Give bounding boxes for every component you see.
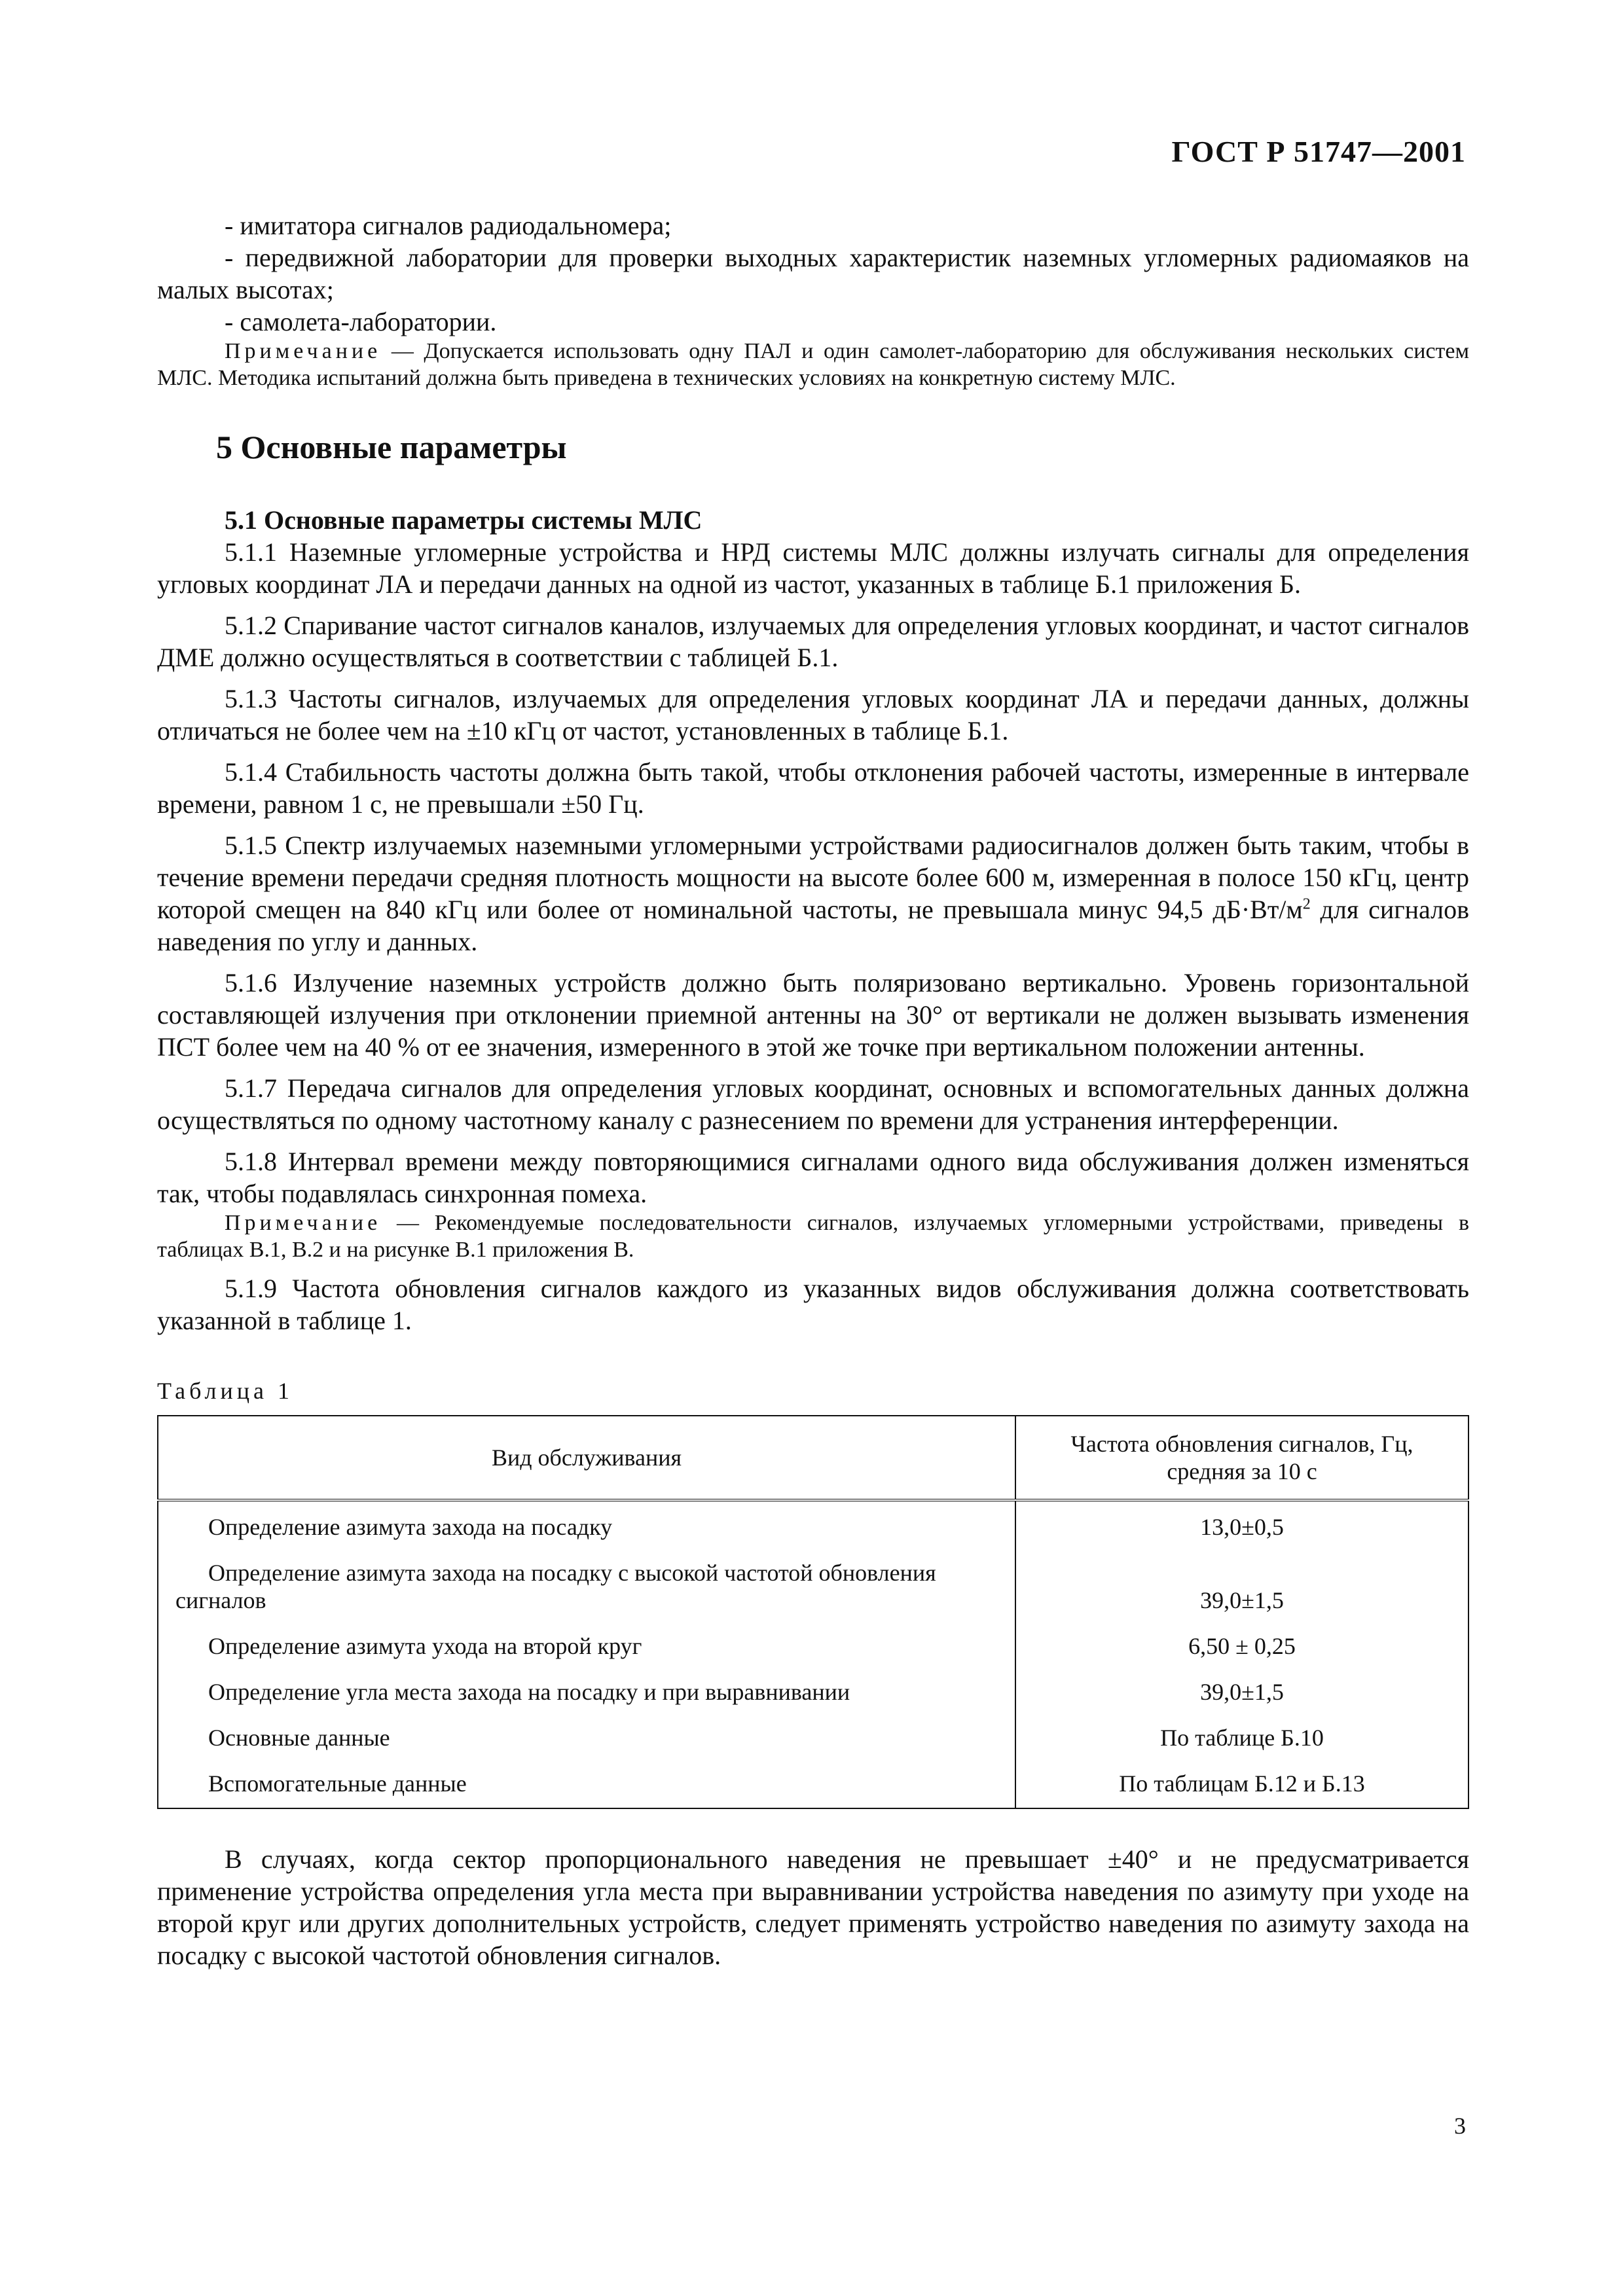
note-label: Примечание bbox=[225, 1211, 382, 1235]
frequency-cell: По таблице Б.10 bbox=[1015, 1715, 1468, 1761]
frequency-cell: 39,0±1,5 bbox=[1015, 1550, 1468, 1623]
intro-item: - самолета-лаборатории. bbox=[225, 307, 497, 336]
service-cell: Определение азимута захода на посадку с высокой частотой обновления сигналов bbox=[158, 1550, 1015, 1623]
frequency-cell: По таблицам Б.12 и Б.13 bbox=[1015, 1761, 1468, 1808]
paragraph-5-1-2: 5.1.2 Спаривание частот сигналов каналов, излучаемых для определения угловых координат, и частот сигналов ДМЕ должно осуществляться в соответствии с таблицей Б.1. bbox=[157, 611, 1469, 672]
note-text: — Рекомендуемые последовательности сигналов, излучаемых угломерными устройствами, приведены в таблицах В.1, В.2 и на рисунке В.1 приложения В. bbox=[157, 1211, 1470, 1262]
table-1 bbox=[157, 1415, 1469, 1809]
paragraph-5-1-5 bbox=[157, 829, 1469, 958]
service-cell: Определение азимута захода на посадку bbox=[158, 1500, 1015, 1550]
table-row bbox=[158, 1761, 1468, 1808]
table-row bbox=[158, 1500, 1468, 1550]
table-row bbox=[158, 1623, 1468, 1669]
paragraph-5-1-5-text: 5.1.5 Спектр излучаемых наземными угломерными устройствами радиосигналов должен быть таким, чтобы в течение времени передачи средняя плотность мощности на высоте более 600 м, измеренная в полосе 150 кГц, центр которой смещен на 840 кГц или более от номинальной частоты, не превышала минус 94,5 дБ·Вт/м bbox=[157, 831, 1469, 924]
note-label: Примечание bbox=[225, 339, 382, 363]
unit-superscript: 2 bbox=[1302, 895, 1311, 913]
paragraph-5-1-1: 5.1.1 Наземные угломерные устройства и НРД системы МЛС должны излучать сигналы для определения угловых координат ЛА и передачи данных на одной из частот, указанных в таблице Б.1 приложения Б. bbox=[157, 537, 1469, 599]
paragraph-5-1-3: 5.1.3 Частоты сигналов, излучаемых для определения угловых координат ЛА и передачи данных, должны отличаться не более чем на ±10 кГц от частот, установленных в таблице Б.1. bbox=[157, 684, 1469, 745]
table-caption: Таблица 1 bbox=[157, 1378, 293, 1404]
table-header-row bbox=[158, 1416, 1468, 1500]
table-row bbox=[158, 1715, 1468, 1761]
closing-paragraph: В случаях, когда сектор пропорционального наведения не превышает ±40° и не предусматривается применение устройства определения угла места при выравнивании устройства наведения по азимуту при уходе на второй круг или других дополнительных устройств, следует применять устройство наведения по азимуту захода на посадку с высокой частотой обновления сигналов. bbox=[157, 1844, 1469, 1970]
section-title: 5 Основные параметры bbox=[216, 429, 567, 465]
standard-code-header: ГОСТ Р 51747—2001 bbox=[1171, 135, 1466, 168]
intro-item: - имитатора сигналов радиодальномера; bbox=[225, 211, 672, 240]
subsection-title: 5.1 Основные параметры системы МЛС bbox=[225, 505, 702, 535]
frequency-cell: 6,50 ± 0,25 bbox=[1015, 1623, 1468, 1669]
column-header-service: Вид обслуживания bbox=[158, 1416, 1015, 1500]
note-2 bbox=[157, 1210, 1469, 1263]
service-cell: Определение азимута ухода на второй круг bbox=[158, 1623, 1015, 1669]
paragraph-5-1-4: 5.1.4 Стабильность частоты должна быть такой, чтобы отклонения рабочей частоты, измеренные в интервале времени, равном 1 с, не превышали ±50 Гц. bbox=[157, 757, 1469, 819]
page-number: 3 bbox=[1454, 2113, 1466, 2139]
paragraph-5-1-8: 5.1.8 Интервал времени между повторяющимися сигналами одного вида обслуживания должен изменяться так, чтобы подавлялась синхронная помеха. bbox=[157, 1147, 1469, 1208]
column-header-frequency: Частота обновления сигналов, Гц, средняя за 10 с bbox=[1015, 1416, 1468, 1500]
paragraph-5-1-6: 5.1.6 Излучение наземных устройств должно быть поляризовано вертикально. Уровень горизонтальной составляющей излучения при отклонении приемной антенны на 30° от вертикали не должен вызывать изменения ПСТ более чем на 40 % от ее значения, измеренного в этой же точке при вертикальном положении антенны. bbox=[157, 968, 1469, 1062]
paragraph-5-1-7: 5.1.7 Передача сигналов для определения угловых координат, основных и вспомогательных данных должна осуществляться по одному частотному каналу с разнесением по времени для устранения интерференции. bbox=[157, 1073, 1469, 1135]
note-text: — Допускается использовать одну ПАЛ и один самолет-лабораторию для обслуживания нескольких систем МЛС. Методика испытаний должна быть приведена в технических условиях на конкретную систему МЛС. bbox=[157, 339, 1470, 390]
table-row bbox=[158, 1550, 1468, 1623]
table-row bbox=[158, 1669, 1468, 1715]
frequency-cell: 13,0±0,5 bbox=[1015, 1500, 1468, 1550]
service-cell: Основные данные bbox=[158, 1715, 1015, 1761]
paragraph-5-1-5-tail: для сигналов наведения по углу и данных. bbox=[157, 895, 1470, 956]
note-1 bbox=[157, 338, 1469, 391]
service-cell: Вспомогательные данные bbox=[158, 1761, 1015, 1808]
page-content bbox=[157, 209, 1469, 1971]
paragraph-5-1-9: 5.1.9 Частота обновления сигналов каждого из указанных видов обслуживания должна соответствовать указанной в таблице 1. bbox=[157, 1274, 1469, 1335]
service-cell: Определение угла места захода на посадку и при выравнивании bbox=[158, 1669, 1015, 1715]
intro-item: - передвижной лаборатории для проверки выходных характеристик наземных угломерных радиомаяков на малых высотах; bbox=[157, 243, 1469, 304]
frequency-cell: 39,0±1,5 bbox=[1015, 1669, 1468, 1715]
